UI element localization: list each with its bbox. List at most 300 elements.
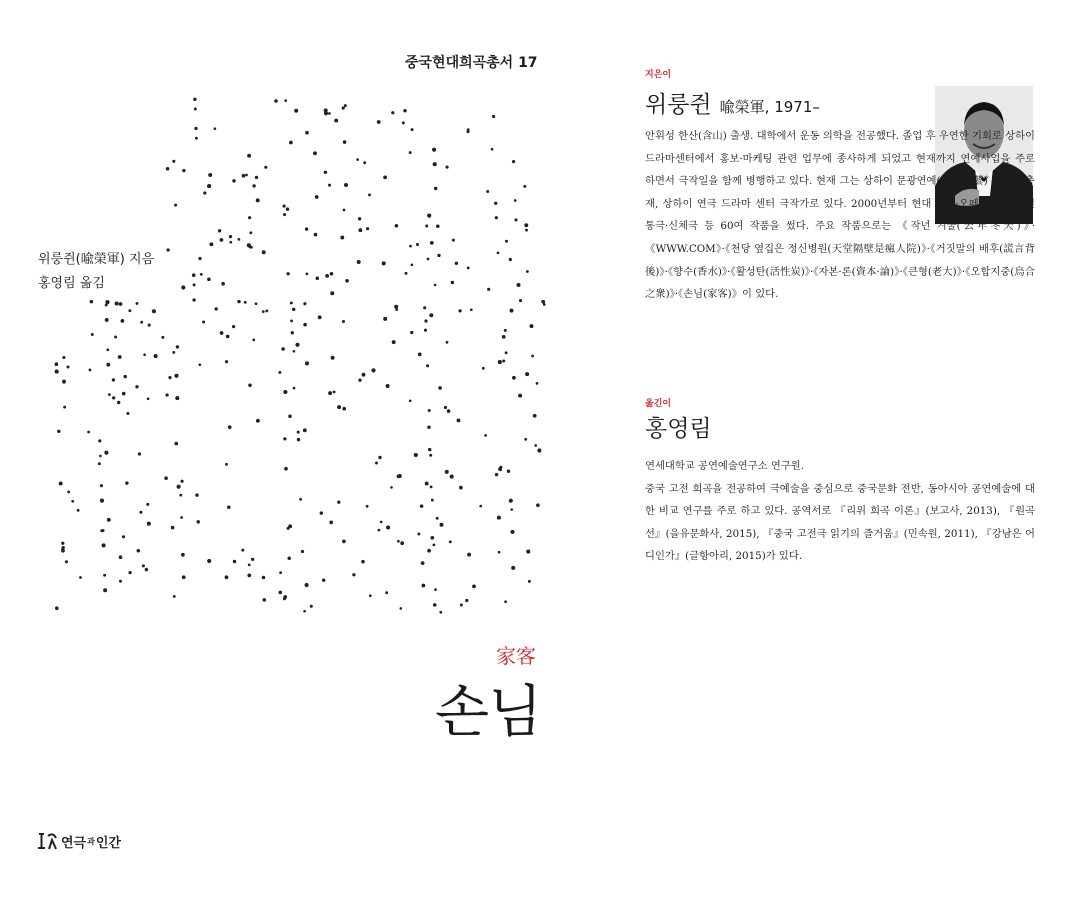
- pattern-dot: [294, 109, 298, 113]
- pattern-dot: [366, 227, 369, 230]
- pattern-dot: [100, 484, 103, 487]
- pattern-dot: [380, 521, 383, 524]
- pattern-dot: [232, 179, 235, 182]
- pattern-dot: [446, 341, 449, 344]
- pattern-dot: [248, 564, 251, 567]
- pattern-dot: [455, 262, 458, 265]
- pattern-dot: [63, 406, 66, 409]
- pattern-dot: [509, 499, 513, 503]
- pattern-dot: [194, 108, 197, 111]
- pattern-dot: [518, 394, 522, 398]
- dot-pattern: [0, 0, 560, 640]
- pattern-dot: [290, 301, 293, 304]
- pattern-dot: [314, 233, 318, 237]
- pattern-dot: [112, 396, 115, 399]
- pattern-dot: [143, 353, 146, 356]
- publisher-name-3: 인간: [95, 835, 121, 851]
- pattern-dot: [434, 588, 437, 591]
- pattern-dot: [324, 171, 327, 174]
- pattern-dot: [417, 533, 420, 536]
- pattern-dot: [90, 300, 94, 304]
- pattern-dot: [237, 300, 240, 303]
- pattern-dot: [55, 362, 59, 366]
- pattern-dot: [248, 216, 251, 219]
- pattern-dot: [138, 452, 141, 455]
- pattern-dot: [434, 284, 437, 287]
- pattern-dot: [313, 151, 317, 155]
- pattern-dot: [107, 518, 111, 522]
- pattern-dot: [523, 185, 526, 188]
- pattern-dot: [283, 597, 286, 600]
- pattern-dot: [146, 503, 149, 506]
- pattern-dot: [487, 288, 490, 291]
- pattern-dot: [181, 285, 185, 289]
- pattern-dot: [397, 540, 400, 543]
- pattern-dot: [433, 603, 437, 607]
- pattern-dot: [400, 541, 404, 545]
- pattern-dot: [288, 415, 292, 419]
- pattern-dot: [283, 437, 286, 440]
- author-name-chinese: 喩榮軍, 1971–: [719, 98, 820, 116]
- pattern-dot: [358, 217, 361, 220]
- pattern-dot: [509, 258, 512, 261]
- pattern-dot: [378, 456, 381, 459]
- pattern-dot: [57, 430, 60, 433]
- pattern-dot: [510, 508, 513, 511]
- pattern-dot: [333, 390, 336, 393]
- pattern-dot: [361, 560, 365, 564]
- pattern-dot: [171, 526, 175, 530]
- pattern-dot: [87, 431, 90, 434]
- pattern-dot: [409, 399, 412, 402]
- pattern-dot: [181, 480, 184, 483]
- pattern-dot: [425, 224, 428, 227]
- pattern-dot: [395, 224, 399, 228]
- pattern-dot: [391, 111, 394, 114]
- pattern-dot: [429, 313, 433, 317]
- pattern-dot: [122, 535, 125, 538]
- pattern-dot: [358, 228, 362, 232]
- pattern-dot: [447, 409, 451, 413]
- pattern-dot: [182, 169, 185, 172]
- pattern-dot: [103, 588, 107, 592]
- pattern-dot: [424, 329, 427, 332]
- pattern-dot: [409, 151, 412, 154]
- pattern-dot: [479, 505, 482, 508]
- author-credit: 위룽쥔(喩榮軍) 지음: [38, 252, 155, 267]
- pattern-dot: [366, 505, 369, 508]
- pattern-dot: [451, 281, 454, 284]
- pattern-dot: [220, 238, 224, 242]
- pattern-dot: [514, 218, 517, 221]
- pattern-dot: [174, 374, 178, 378]
- pattern-dot: [428, 409, 431, 412]
- pattern-dot: [233, 560, 236, 563]
- pattern-dot: [194, 127, 197, 130]
- pattern-dot: [168, 376, 171, 379]
- pattern-dot: [363, 161, 366, 164]
- pattern-dot: [526, 270, 529, 273]
- pattern-dot: [402, 121, 405, 124]
- pattern-dot: [457, 418, 461, 422]
- pattern-dot: [209, 242, 213, 246]
- pattern-dot: [55, 370, 59, 374]
- pattern-dot: [310, 605, 313, 608]
- pattern-dot: [427, 425, 430, 428]
- pattern-dot: [173, 595, 176, 598]
- translator-bio: [645, 455, 1035, 568]
- pattern-dot: [342, 540, 346, 544]
- pattern-dot: [409, 245, 412, 248]
- credits: [38, 248, 154, 296]
- pattern-dot: [432, 148, 436, 152]
- pattern-dot: [295, 343, 299, 347]
- pattern-dot: [247, 243, 251, 247]
- pattern-dot: [325, 274, 329, 278]
- pattern-dot: [119, 580, 122, 583]
- pattern-dot: [427, 258, 430, 261]
- pattern-dot: [405, 272, 408, 275]
- pattern-dot: [112, 378, 115, 381]
- pattern-dot: [195, 137, 198, 140]
- pattern-dot: [330, 272, 334, 276]
- author-bio: [645, 125, 1035, 306]
- pattern-dot: [328, 184, 331, 187]
- pattern-dot: [161, 336, 164, 339]
- pattern-dot: [427, 214, 431, 218]
- pattern-dot: [337, 501, 340, 504]
- pattern-dot: [392, 340, 396, 344]
- pattern-dot: [303, 428, 307, 432]
- pattern-dot: [510, 309, 514, 313]
- pattern-dot: [172, 351, 175, 354]
- pattern-dot: [117, 401, 120, 404]
- pattern-dot: [62, 356, 65, 359]
- pattern-dot: [152, 309, 156, 313]
- pattern-dot: [428, 448, 431, 451]
- pattern-dot: [502, 359, 505, 362]
- pattern-dot: [286, 272, 289, 275]
- pattern-dot: [492, 115, 495, 118]
- pattern-dot: [105, 318, 109, 322]
- pattern-dot: [245, 174, 248, 177]
- pattern-dot: [342, 107, 345, 110]
- pattern-dot: [430, 241, 434, 245]
- pattern-dot: [524, 223, 528, 227]
- pattern-dot: [119, 555, 123, 559]
- pattern-dot: [410, 331, 413, 334]
- pattern-dot: [147, 522, 151, 526]
- pattern-dot: [67, 490, 70, 493]
- pattern-dot: [498, 551, 501, 554]
- translator-section-label: 옮긴이: [645, 399, 672, 409]
- pattern-dot: [61, 549, 65, 553]
- pattern-dot: [299, 498, 302, 501]
- pattern-dot: [343, 140, 347, 144]
- pattern-dot: [504, 600, 507, 603]
- pattern-dot: [411, 128, 414, 131]
- pattern-dot: [431, 499, 434, 502]
- pattern-dot: [232, 325, 235, 328]
- pattern-dot: [121, 319, 125, 323]
- pattern-dot: [528, 580, 531, 583]
- pattern-dot: [303, 302, 306, 305]
- pattern-dot: [106, 348, 109, 351]
- pattern-dot: [66, 365, 69, 368]
- pattern-dot: [362, 373, 366, 377]
- pattern-dot: [377, 120, 381, 124]
- pattern-dot: [175, 396, 179, 400]
- pattern-dot: [91, 333, 94, 336]
- pattern-dot: [342, 407, 346, 411]
- pattern-dot: [247, 574, 251, 578]
- pattern-dot: [436, 517, 439, 520]
- pattern-dot: [305, 227, 308, 230]
- pattern-dot: [128, 571, 131, 574]
- pattern-dot: [140, 321, 143, 324]
- pattern-dot: [227, 506, 231, 510]
- pattern-dot: [283, 390, 287, 394]
- pattern-dot: [452, 239, 455, 242]
- pattern-dot: [193, 98, 196, 101]
- pattern-dot: [172, 160, 175, 163]
- pattern-dot: [263, 598, 267, 602]
- pattern-dot: [316, 277, 320, 281]
- pattern-dot: [371, 368, 375, 372]
- pattern-dot: [305, 361, 309, 365]
- pattern-dot: [249, 231, 252, 234]
- pattern-dot: [395, 308, 398, 311]
- pattern-dot: [226, 335, 230, 339]
- pattern-dot: [432, 543, 435, 546]
- pattern-dot: [390, 486, 393, 489]
- pattern-dot: [251, 558, 254, 561]
- pattern-dot: [449, 540, 452, 543]
- pattern-dot: [512, 160, 515, 163]
- pattern-dot: [534, 444, 537, 447]
- pattern-dot: [420, 504, 424, 508]
- pattern-dot: [166, 248, 169, 251]
- pattern-dot: [126, 412, 129, 415]
- pattern-dot: [229, 241, 232, 244]
- pattern-dot: [207, 559, 211, 563]
- pattern-dot: [486, 190, 489, 193]
- pattern-dot: [278, 591, 282, 595]
- pattern-dot: [105, 300, 109, 304]
- pattern-dot: [154, 354, 158, 358]
- pattern-dot: [369, 594, 372, 597]
- pattern-dot: [329, 521, 333, 525]
- title-korean: 손님: [435, 680, 542, 745]
- pattern-dot: [218, 229, 221, 232]
- pattern-dot: [430, 485, 433, 488]
- title-chinese: 家客: [496, 644, 536, 668]
- pattern-dot: [262, 250, 266, 254]
- pattern-dot: [438, 386, 442, 390]
- pattern-dot: [283, 205, 286, 208]
- pattern-dot: [502, 335, 506, 339]
- pattern-dot: [290, 320, 293, 323]
- pattern-dot: [303, 610, 306, 613]
- pattern-dot: [287, 557, 291, 561]
- pattern-dot: [215, 307, 218, 310]
- pattern-dot: [225, 463, 228, 466]
- publisher-logo: [36, 830, 121, 852]
- pattern-dot: [519, 299, 522, 302]
- pattern-dot: [192, 273, 196, 277]
- pattern-dot: [414, 453, 418, 457]
- pattern-dot: [108, 393, 111, 396]
- pattern-dot: [426, 364, 429, 367]
- pattern-dot: [337, 405, 341, 409]
- pattern-dot: [356, 158, 359, 161]
- pattern-dot: [128, 309, 131, 312]
- pattern-dot: [106, 363, 110, 367]
- pattern-dot: [136, 302, 139, 305]
- pattern-dot: [342, 320, 345, 323]
- pattern-dot: [497, 516, 501, 520]
- pattern-dot: [207, 277, 211, 281]
- pattern-dot: [278, 371, 281, 374]
- pattern-dot: [104, 451, 108, 455]
- pattern-dot: [536, 382, 539, 385]
- pattern-dot: [315, 195, 319, 199]
- back-flap: [615, 0, 1055, 900]
- pattern-dot: [423, 306, 426, 309]
- pattern-dot: [504, 329, 507, 332]
- pattern-dot: [293, 350, 296, 353]
- pattern-dot: [507, 469, 510, 472]
- pattern-dot: [195, 493, 198, 496]
- pattern-dot: [220, 331, 224, 335]
- pattern-dot: [71, 500, 74, 503]
- pattern-dot: [352, 573, 355, 576]
- pattern-dot: [343, 209, 346, 212]
- pattern-dot: [533, 414, 537, 418]
- pattern-dot: [450, 475, 454, 479]
- pattern-dot: [122, 392, 126, 396]
- pattern-dot: [421, 561, 425, 565]
- pattern-dot: [59, 482, 63, 486]
- pattern-dot: [498, 467, 502, 471]
- pattern-dot: [470, 308, 473, 311]
- pattern-dot: [495, 473, 498, 476]
- author-name: 위룽쥔: [645, 92, 712, 118]
- pattern-dot: [100, 499, 104, 503]
- pattern-dot: [264, 166, 267, 169]
- translator-name: 홍영림: [645, 416, 712, 442]
- pattern-dot: [176, 345, 179, 348]
- pattern-dot: [164, 476, 168, 480]
- pattern-dot: [394, 305, 398, 309]
- pattern-dot: [145, 568, 148, 571]
- pattern-dot: [385, 591, 388, 594]
- translator-bio-line2: 중국 고전 희곡을 전공하여 극예술을 중심으로 중국문화 전반, 동아시아 공연예술에 대한 비교 연구를 주로 하고 있다. 공역서로 『리위 희곡 이론』(보고사, 2013), 『원곡선』(을유문화사, 2015), 『중국 고전극 읽기의 즐거움』(민속원, 2011), 『강남은 어디인가』(글항아리, 2015)가 있다.: [645, 482, 1035, 563]
- pattern-dot: [525, 372, 529, 376]
- pattern-dot: [135, 385, 138, 388]
- pattern-dot: [386, 384, 390, 388]
- pattern-dot: [297, 431, 300, 434]
- pattern-dot: [368, 193, 371, 196]
- pattern-dot: [203, 191, 206, 194]
- pattern-dot: [101, 529, 104, 532]
- pattern-dot: [305, 131, 309, 135]
- pattern-dot: [125, 481, 128, 484]
- pattern-dot: [252, 339, 255, 342]
- pattern-dot: [530, 324, 534, 328]
- pattern-dot: [318, 315, 322, 319]
- pattern-dot: [491, 148, 494, 151]
- pattern-dot: [514, 199, 517, 202]
- pattern-dot: [207, 184, 211, 188]
- pattern-dot: [256, 419, 260, 423]
- pattern-dot: [301, 550, 304, 553]
- pattern-dot: [386, 525, 390, 529]
- pattern-dot: [289, 141, 293, 145]
- pattern-dot: [284, 467, 288, 471]
- pattern-dot: [505, 240, 508, 243]
- pattern-dot: [418, 353, 422, 357]
- pattern-dot: [228, 425, 232, 429]
- pattern-dot: [378, 529, 381, 532]
- pattern-dot: [177, 485, 181, 489]
- pattern-dot: [345, 279, 349, 283]
- pattern-dot: [328, 112, 331, 115]
- pattern-dot: [511, 566, 515, 570]
- pattern-dot: [433, 162, 437, 166]
- pattern-dot: [472, 585, 476, 589]
- pattern-dot: [422, 584, 426, 588]
- pattern-dot: [208, 173, 212, 177]
- pattern-dot: [306, 273, 309, 276]
- pattern-dot: [424, 319, 427, 322]
- pattern-dot: [383, 175, 387, 179]
- pattern-dot: [139, 511, 142, 514]
- pattern-dot: [440, 523, 444, 527]
- pattern-dot: [324, 108, 328, 112]
- pattern-dot: [437, 254, 440, 257]
- pattern-dot: [103, 574, 106, 577]
- pattern-dot: [320, 511, 323, 514]
- pattern-dot: [252, 184, 255, 187]
- pattern-dot: [322, 579, 325, 582]
- pattern-dot: [427, 549, 431, 553]
- pattern-dot: [505, 351, 508, 354]
- pattern-dot: [281, 347, 285, 351]
- pattern-dot: [147, 397, 150, 400]
- pattern-dot: [55, 606, 59, 610]
- series-title: 중국현대희곡총서 17: [405, 55, 538, 71]
- pattern-dot: [482, 367, 485, 370]
- publisher-name-2: 과: [87, 836, 95, 846]
- pattern-dot: [497, 252, 500, 255]
- pattern-dot: [459, 486, 463, 490]
- pattern-dot: [537, 448, 541, 452]
- publisher-mark-icon: [36, 830, 58, 852]
- pattern-dot: [467, 266, 470, 269]
- pattern-dot: [88, 368, 91, 371]
- pattern-dot: [305, 583, 309, 587]
- pattern-dot: [526, 550, 530, 554]
- pattern-dot: [517, 283, 521, 287]
- pattern-dot: [102, 543, 106, 547]
- pattern-dot: [165, 393, 168, 396]
- pattern-dot: [445, 470, 449, 474]
- pattern-dot: [510, 530, 514, 534]
- pattern-dot: [142, 564, 145, 567]
- author-section-label: 지은이: [645, 70, 672, 80]
- pattern-dot: [274, 99, 278, 103]
